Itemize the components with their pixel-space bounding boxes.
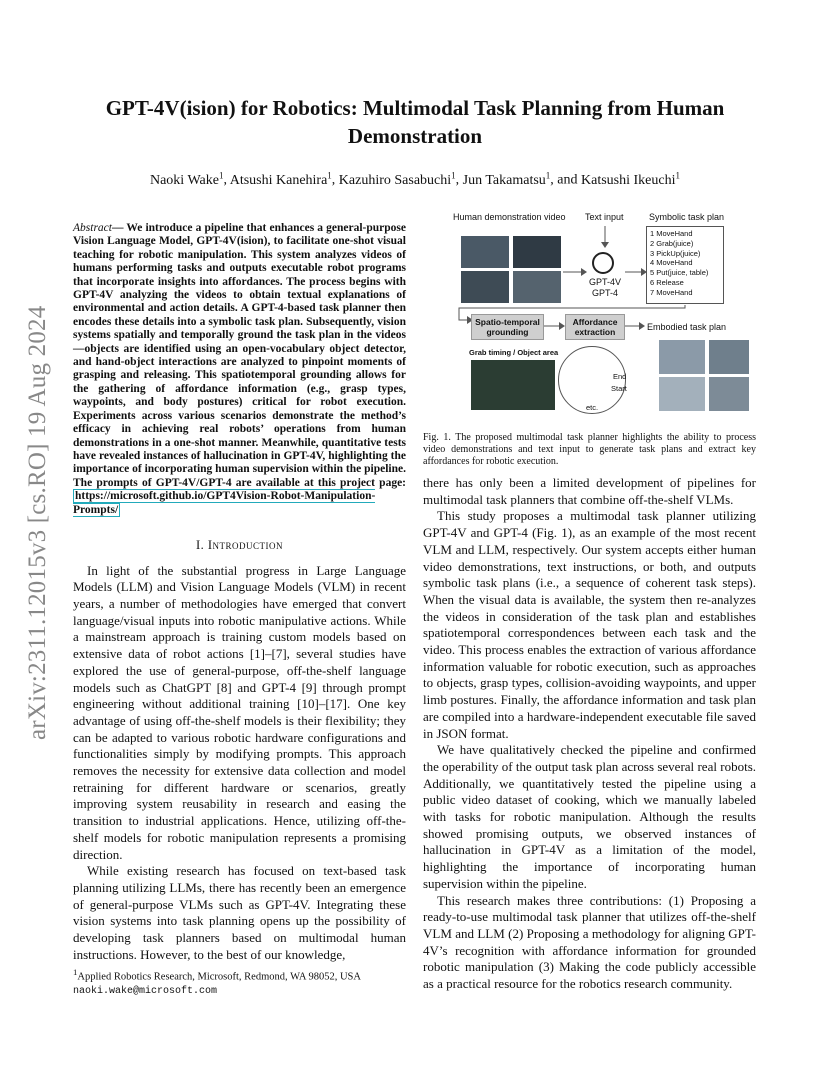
model-gpt4: GPT-4 <box>592 288 619 298</box>
author-list: Naoki Wake$^1$, Atsushi Kanehira$^1$, Kazuhiro Sasabuchi$^1$, Jun Takamatsu$^1$, and Katsushi Ikeuchi$^1$ <box>149 170 680 188</box>
affordance-extraction-box: Affordance extraction <box>565 314 625 340</box>
label-embodied-plan: Embodied task plan <box>647 322 727 332</box>
label-symbolic-plan: Symbolic task plan <box>649 212 725 222</box>
footnote: $^1$Applied Robotics Research, Microsoft, Redmond, WA 98052, USA naoki.wake@microsoft.com <box>73 967 361 997</box>
author: Naoki Wake$^1$ <box>149 170 224 188</box>
paper-title: GPT-4V(ision) for Robotics: Multimodal Task Planning from Human Demonstration <box>105 96 725 148</box>
author: Kazuhiro Sasabuchi$^1$ <box>338 170 456 188</box>
intro-paragraph: While existing research has focused on text-based task planning utilizing LLMs, there has recently been an emergence of general-purpose VLMs such as GPT-4V. Integrating these vision systems into task planning opens up the possibility of developing task planners based on multimodal human instructions. However, to the best of our knowledge, <box>73 863 406 962</box>
spatiotemporal-grounding-box: Spatio-temporal grounding <box>471 314 544 340</box>
author-email: naoki.wake@microsoft.com <box>73 985 218 997</box>
author: Katsushi Ikeuchi$^1$ <box>581 170 680 188</box>
abstract-label: Abstract <box>73 222 112 234</box>
symbolic-task-plan-box: 1 MoveHand 2 Grab(juice) 3 PickUp(juice) 4 MoveHand 5 Put(juice, table) 6 Release 7 MoveHand <box>646 226 724 304</box>
intro-paragraph: In light of the substantial progress in Large Language Models (LLM) and Vision Language Models (VLM) in recent years, a number of methodologies have emerged that convert language/visual inputs into robotic manipulative actions. While a mainstream approach is training custom models based on extensive data of robot actions [1]–[7], several studies have explored the use of general-purpose, off-the-shelf language models such as ChatGPT [8] and GPT-4 [9] through prompt engineering without additional training [10]–[17]. One key advantage of using off-the-shelf models is their flexibility; they can be adapted to various robotic hardware configurations and functionalities simply by modifying prompts. This approach removes the necessity for extensive data collection and model retraining for different hardware or scenarios, greatly improving system reusability in research and easing the transition to industrial applications. Hence, utilizing off-the-shelf models for robotic manipulation represents a promising direction. <box>73 562 406 862</box>
robot-image <box>659 377 705 411</box>
body-paragraph: This study proposes a multimodal task planner utilizing GPT-4V and GPT-4 (Fig. 1), as an example of the most recent VLM and LLM, respectively. Our system accepts either human video demonstrations, text instructions, or both, and outputs symbolic task plans (i.e., a sequence of coherent task steps). When the visual data is available, the system then re-analyzes the videos in consideration of the task plan and establishes spatiotemporal correspondences between each task and the video. This process enables the extraction of various affordance information valuable for robotic execution, such as approaches to objects, grasp types, collision-avoiding waypoints, and upper limb postures. Finally, the affordance information and task plan are compiled into a hardware-independent executable file saved in JSON format. <box>423 508 756 741</box>
label-end: End <box>613 372 627 381</box>
section-heading: I. Introduction <box>195 537 284 552</box>
grounding-image <box>471 360 555 410</box>
robot-image <box>659 340 705 374</box>
abstract <box>73 222 406 517</box>
abstract-text: — We introduce a pipeline that enhances a general-purpose Vision Language Model, GPT-4V(ision), to facilitate one-shot visual teaching for robotic manipulation. This system analyzes videos of humans performing tasks and outputs executable robot programs that incorporate insights into affordances. The process begins with GPT-4V analyzing the videos to obtain textual explanations of environmental and action details. A GPT-4-based task planner then encodes these details into a symbolic task plan. Subsequently, vision systems spatially and temporally ground the task plan in the videos—objects are identified using an open-vocabulary object detector, and hand-object interactions are analyzed to pinpoint moments of grasping and releasing. This spatiotemporal grounding allows for the gathering of affordance information (e.g., grasp types, waypoints, and body postures) critical for robot execution. Experiments across various scenarios demonstrate the method’s efficacy in achieving real robots’ operations from human demonstrations in a one-shot manner. Meanwhile, quantitative tests have revealed instances of hallucination in GPT-4V, highlighting the importance of incorporating human supervision within the pipeline. The prompts of GPT-4V/GPT-4 are available at this project page: <box>73 222 406 489</box>
body-paragraph: We have qualitatively checked the pipeline and confirmed the operability of the output task plan across several real robots. Additionally, we quantitatively tested the pipeline using a public video dataset of cooking, which we manually labeled with tasks for robotic manipulation. Although the results showed promising outputs, we observed instances of hallucination in GPT-4V as a limitation of the model, highlighting the importance of incorporating human supervision within the pipeline. <box>423 742 756 891</box>
figure-1 <box>443 208 753 418</box>
openai-logo-icon <box>592 252 614 274</box>
robot-image <box>709 377 749 411</box>
right-column <box>423 475 756 993</box>
label-etc: etc. <box>586 403 599 412</box>
body-paragraph: there has only been a limited development of pipelines for multimodal task planners that combine off-the-shelf VLMs. <box>423 475 756 507</box>
label-grab-timing: Grab timing / Object area <box>469 348 559 357</box>
robot-image <box>709 340 749 374</box>
body-paragraph: This research makes three contributions: (1) Proposing a ready-to-use multimodal task planner that utilizes off-the-shelf VLM and LLM (2) Proposing a methodology for aligning GPT-4V’s recognition with affordance information for grounded robotic manipulation (3) Making the code publicly accessible as a practical resource for the robotics research community. <box>423 892 756 992</box>
label-text-input: Text input <box>585 212 624 222</box>
author: Atsushi Kanehira$^1$ <box>229 170 332 188</box>
model-gpt4v: GPT-4V <box>589 277 622 287</box>
left-column <box>73 222 406 964</box>
arxiv-identifier: arXiv:2311.12015v3 [cs.RO] 19 Aug 2024 <box>24 305 51 740</box>
author: Jun Takamatsu$^1$ <box>462 170 551 188</box>
figure-caption: Fig. 1. The proposed multimodal task planner highlights the ability to process video demonstrations and text input to generate task plans and extract key affordances for robotic execution. <box>423 432 756 468</box>
label-start: Start <box>611 384 627 393</box>
project-page-link[interactable]: https://microsoft.github.io/GPT4Vision-Robot-Manipulation-Prompts/ <box>73 490 376 516</box>
label-video: Human demonstration video <box>453 212 566 222</box>
